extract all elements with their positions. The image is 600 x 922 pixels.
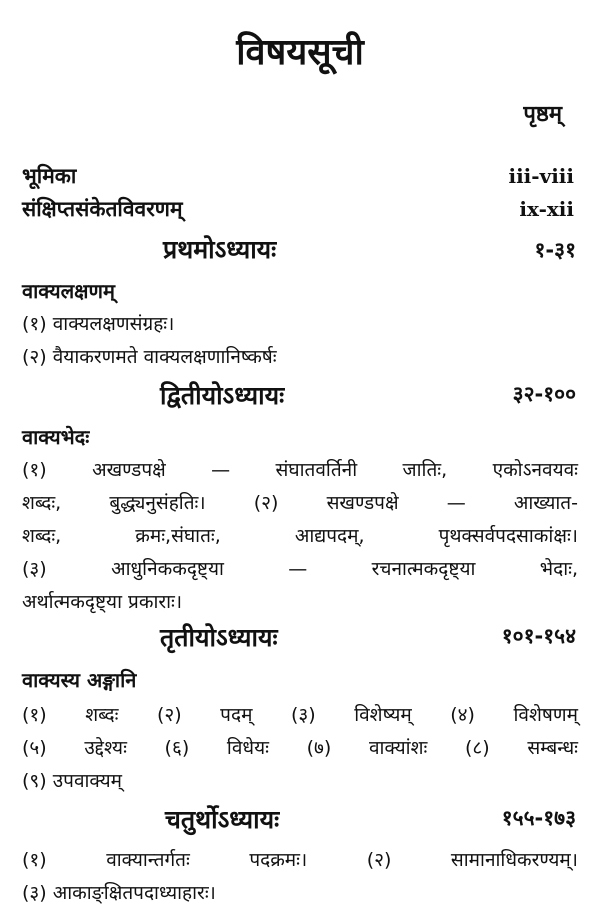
chapter-title: प्रथमोऽध्यायः <box>163 235 277 264</box>
toc-line: (२) वैयाकरणमते वाक्यलक्षणानिष्कर्षः <box>22 346 277 368</box>
section-heading: वाक्यलक्षणम् <box>22 279 115 303</box>
chapter-pages: ३२-१०० <box>512 382 576 406</box>
toc-entry-page: iii-viii <box>508 164 574 188</box>
page-title: विषयसूची <box>236 32 364 73</box>
toc-line: (९) उपवाक्यम् <box>22 770 122 792</box>
toc-line: अर्थात्मकदृष्ट्या प्रकाराः। <box>22 591 183 613</box>
toc-line: (३) आकाङ्क्षितपदाध्याहारः। <box>22 882 216 904</box>
toc-entry-label: भूमिका <box>22 164 77 188</box>
toc-line: शब्दः, बुद्ध्यनुसंहतिः। (२) सखण्डपक्षे — आख्यात- <box>22 492 578 514</box>
chapter-pages: १५५-१७३ <box>501 806 576 830</box>
chapter-title: द्वितीयोऽध्यायः <box>160 381 285 410</box>
toc-entry-label: संक्षिप्तसंकेतविवरणम् <box>22 197 183 221</box>
toc-entry-page: ix-xii <box>519 197 574 221</box>
chapter-title: तृतीयोऽध्यायः <box>160 623 278 652</box>
section-heading: वाक्यभेदः <box>22 425 90 449</box>
toc-line: (३) आधुनिककदृष्ट्या — रचनात्मकदृष्ट्या भेदाः, <box>22 558 578 580</box>
chapter-pages: १-३१ <box>534 238 576 262</box>
toc-line: (१) शब्दः (२) पदम् (३) विशेष्यम् (४) विशेषणम् <box>22 704 578 726</box>
toc-line: (१) वाक्यलक्षणसंग्रहः। <box>22 313 175 335</box>
section-heading: वाक्यस्य अङ्गानि <box>22 668 137 692</box>
chapter-pages: १०१-१५४ <box>501 624 576 648</box>
toc-line: शब्दः, क्रमः,संघातः, आद्यपदम्, पृथक्सर्वपदसाकांक्षः। <box>22 525 578 547</box>
page-column-header: पृष्ठम् <box>523 102 562 127</box>
toc-line: (५) उद्देश्यः (६) विधेयः (७) वाक्यांशः (८) सम्बन्धः <box>22 737 578 759</box>
toc-line: (१) वाक्यान्तर्गतः पदक्रमः। (२) सामानाधिकरण्यम्। <box>22 849 578 871</box>
toc-line: (१) अखण्डपक्षे — संघातवर्तिनी जातिः, एकोऽनवयवः <box>22 459 578 481</box>
chapter-title: चतुर्थोऽध्यायः <box>165 805 280 834</box>
